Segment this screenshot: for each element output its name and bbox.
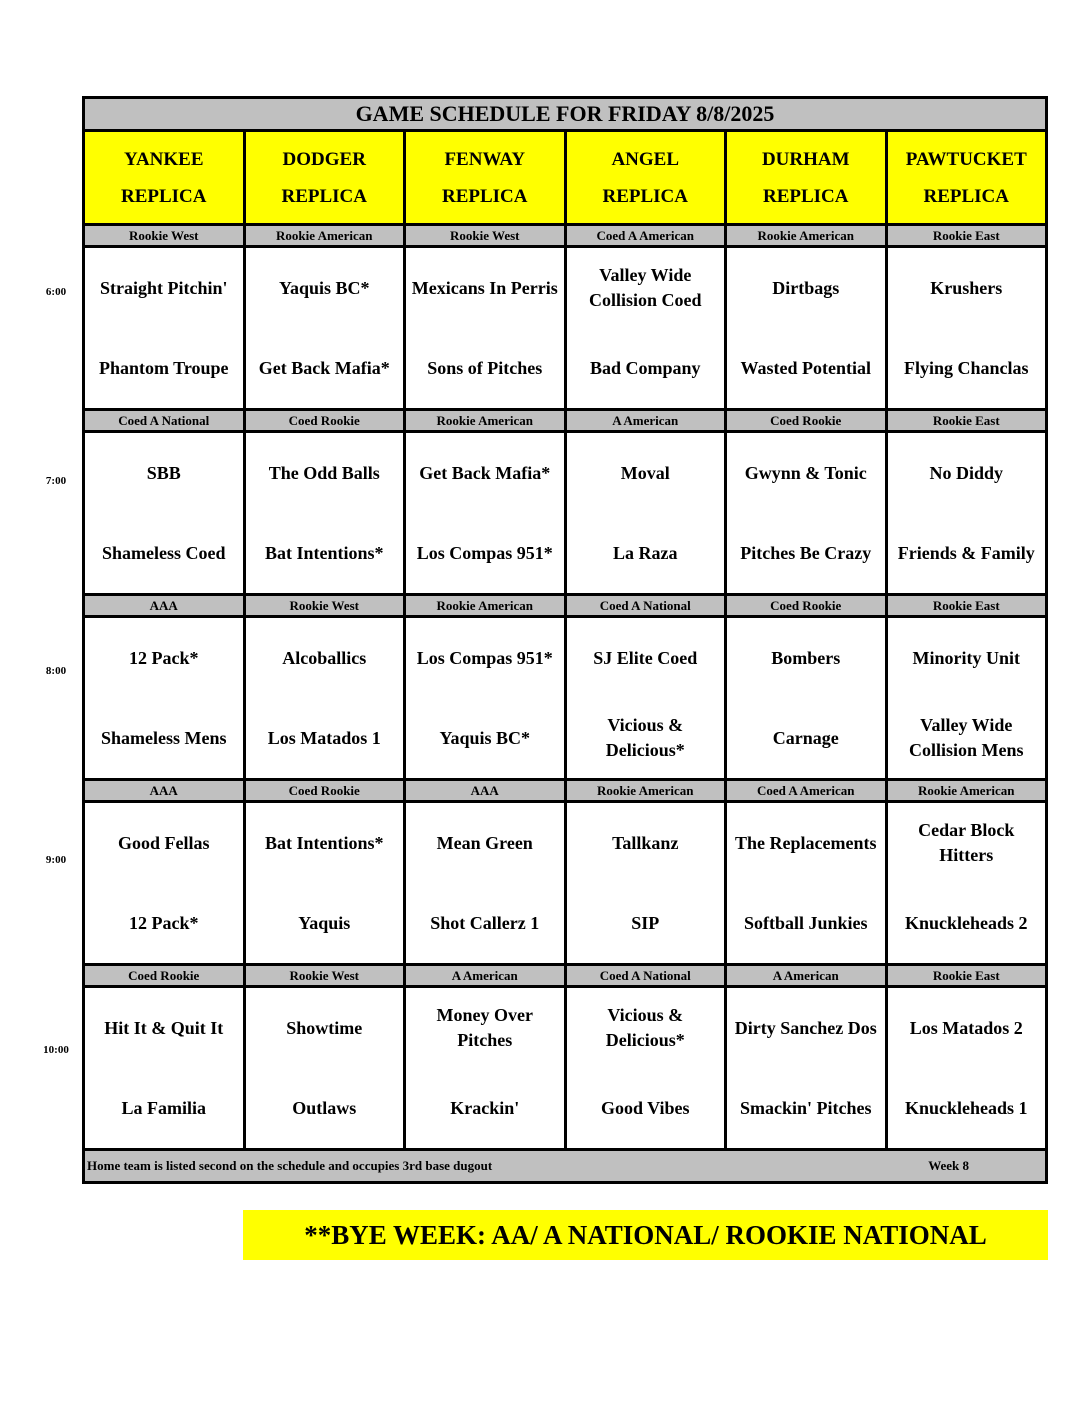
game-cell (726, 432, 887, 595)
division-label: A American (565, 410, 726, 432)
away-team: The Odd Balls (268, 462, 380, 483)
division-label: Rookie American (405, 410, 566, 432)
away-team: No Diddy (929, 462, 1004, 483)
division-label: Rookie American (244, 225, 405, 247)
game-cell (886, 617, 1047, 780)
division-label: Rookie American (886, 780, 1047, 802)
game-cell (565, 432, 726, 595)
home-team: La Raza (613, 542, 678, 563)
division-row (84, 595, 1047, 617)
away-team: The Replacements (735, 832, 877, 853)
home-team: Outlaws (292, 1097, 357, 1118)
title-row (84, 98, 1047, 131)
matchup (406, 803, 564, 963)
home-team: Shot Callerz 1 (430, 912, 540, 933)
away-team: Dirty Sanchez Dos (734, 1017, 877, 1038)
game-cell (405, 432, 566, 595)
matchup (567, 618, 725, 778)
matchup (406, 433, 564, 593)
home-team-note: Home team is listed second on the schedule and occupies 3rd base dugout (87, 1158, 493, 1173)
time-slot-label: 10:00 (43, 1044, 69, 1056)
field-type: REPLICA (441, 185, 528, 207)
away-team: Get Back Mafia* (419, 462, 551, 483)
game-cell (886, 987, 1047, 1150)
field-type: REPLICA (762, 185, 849, 207)
game-cell (84, 987, 245, 1150)
field-name: FENWAY (444, 148, 526, 170)
game-cell (244, 432, 405, 595)
game-cell (726, 617, 887, 780)
game-cell (84, 432, 245, 595)
division-label: Coed Rookie (726, 410, 887, 432)
away-team: Good Fellas (117, 832, 210, 853)
away-team: Dirtbags (772, 277, 840, 298)
away-team: Cedar Block Hitters (918, 820, 1015, 865)
away-team: Yaquis BC* (278, 277, 370, 298)
home-team: Los Matados 1 (267, 727, 381, 748)
matchup (888, 433, 1046, 593)
matchup (888, 618, 1046, 778)
division-label: Coed A National (84, 410, 245, 432)
matchup (567, 248, 725, 408)
matchup (406, 248, 564, 408)
game-cell (565, 617, 726, 780)
home-team: Pitches Be Crazy (740, 542, 872, 563)
division-label: Rookie East (886, 595, 1047, 617)
matchup (727, 618, 885, 778)
away-team: Alcoballics (282, 647, 367, 668)
matchup (406, 618, 564, 778)
division-row (84, 410, 1047, 432)
game-cell (244, 802, 405, 965)
game-cell (405, 617, 566, 780)
division-row (84, 780, 1047, 802)
home-team: Friends & Family (897, 542, 1035, 563)
game-cell (84, 617, 245, 780)
field-header-row (84, 131, 1047, 225)
home-team: Get Back Mafia* (258, 357, 390, 378)
away-team: Minority Unit (912, 647, 1020, 668)
game-cell (244, 617, 405, 780)
game-cell (244, 987, 405, 1150)
division-label: Coed A National (565, 595, 726, 617)
division-label: Coed A National (565, 965, 726, 987)
field-name: DODGER (282, 148, 366, 170)
away-team: 12 Pack* (129, 647, 199, 668)
away-team: Gwynn & Tonic (744, 462, 867, 483)
away-team: Bombers (771, 647, 841, 668)
away-team: SJ Elite Coed (593, 647, 698, 668)
schedule-title: GAME SCHEDULE FOR FRIDAY 8/8/2025 (84, 98, 1047, 131)
games-row (84, 617, 1047, 780)
game-cell (886, 432, 1047, 595)
division-label: A American (405, 965, 566, 987)
away-team: Los Matados 2 (909, 1017, 1023, 1038)
matchup (85, 618, 243, 778)
away-team: Valley Wide Collision Coed (588, 265, 702, 310)
division-label: Rookie West (405, 225, 566, 247)
time-slot-label: 7:00 (45, 475, 67, 487)
time-slot-label: 6:00 (45, 286, 67, 298)
field-header-pawtucket (886, 131, 1047, 225)
field-type: REPLICA (281, 185, 367, 207)
footer-content (85, 1158, 1045, 1174)
game-cell (565, 987, 726, 1150)
week-label: Week 8 (928, 1158, 969, 1173)
away-team: Hit It & Quit It (104, 1017, 224, 1038)
matchup (727, 433, 885, 593)
home-team: Shameless Mens (101, 727, 227, 748)
field-type: REPLICA (120, 185, 207, 207)
home-team: Los Compas 951* (416, 542, 553, 563)
game-cell (886, 802, 1047, 965)
matchup (85, 248, 243, 408)
division-row (84, 225, 1047, 247)
home-team: Phantom Troupe (98, 357, 229, 378)
game-cell (405, 987, 566, 1150)
away-team: Bat Intentions* (264, 832, 384, 853)
away-team: Mexicans In Perris (411, 277, 558, 298)
field-header-dodger (244, 131, 405, 225)
home-team: Smackin' Pitches (739, 1097, 872, 1118)
game-cell (405, 247, 566, 410)
division-label: Rookie American (405, 595, 566, 617)
field-name: YANKEE (123, 148, 204, 170)
away-team: SBB (146, 462, 181, 483)
division-label: Rookie West (244, 595, 405, 617)
games-row (84, 802, 1047, 965)
home-team: Knuckleheads 1 (904, 1097, 1028, 1118)
away-team: Tallkanz (612, 832, 679, 853)
field-header-fenway (405, 131, 566, 225)
field-header-durham (726, 131, 887, 225)
home-team: La Familia (121, 1097, 206, 1118)
division-label: Rookie West (84, 225, 245, 247)
game-cell (84, 802, 245, 965)
away-team: Mean Green (436, 832, 533, 853)
matchup (246, 433, 404, 593)
matchup (246, 803, 404, 963)
home-team: Bad Company (589, 357, 701, 378)
matchup (246, 988, 404, 1148)
matchup (85, 988, 243, 1148)
schedule-table (82, 96, 1048, 1184)
matchup (727, 803, 885, 963)
away-team: Vicious & Delicious* (605, 1005, 685, 1050)
home-team: SIP (631, 912, 660, 933)
game-cell (726, 247, 887, 410)
footer-row (84, 1150, 1047, 1183)
field-type: REPLICA (923, 185, 1009, 207)
matchup (727, 988, 885, 1148)
matchup (246, 248, 404, 408)
matchup (567, 433, 725, 593)
games-row (84, 432, 1047, 595)
division-label: Rookie West (244, 965, 405, 987)
home-team: Yaquis BC* (439, 727, 531, 748)
home-team: Krackin' (450, 1097, 520, 1118)
field-name: PAWTUCKET (905, 148, 1027, 170)
division-label: Coed A American (565, 225, 726, 247)
home-team: Good Vibes (600, 1097, 690, 1118)
division-label: Rookie East (886, 965, 1047, 987)
division-label: Coed Rookie (244, 410, 405, 432)
home-team: 12 Pack* (129, 912, 199, 933)
division-label: Coed Rookie (726, 595, 887, 617)
matchup (246, 618, 404, 778)
away-team: Showtime (286, 1017, 363, 1038)
bye-week-banner: **BYE WEEK: AA/ A NATIONAL/ ROOKIE NATIONAL (243, 1210, 1048, 1260)
game-cell (405, 802, 566, 965)
away-team: Money Over Pitches (436, 1005, 533, 1050)
matchup (567, 803, 725, 963)
footer-cell (84, 1150, 1047, 1183)
away-team: Moval (620, 462, 670, 483)
division-label: AAA (405, 780, 566, 802)
home-team: Flying Chanclas (903, 357, 1029, 378)
field-name: DURHAM (761, 148, 850, 170)
game-cell (565, 802, 726, 965)
division-label: Coed Rookie (244, 780, 405, 802)
home-team: Sons of Pitches (427, 357, 543, 378)
game-cell (565, 247, 726, 410)
matchup (888, 248, 1046, 408)
division-label: A American (726, 965, 887, 987)
matchup (888, 988, 1046, 1148)
matchup (888, 803, 1046, 963)
home-team: Vicious & Delicious* (605, 715, 685, 760)
matchup (85, 433, 243, 593)
matchup (406, 988, 564, 1148)
game-cell (244, 247, 405, 410)
matchup (85, 803, 243, 963)
home-team: Softball Junkies (743, 912, 868, 933)
games-row (84, 247, 1047, 410)
home-team: Wasted Potential (740, 357, 871, 378)
field-name: ANGEL (611, 148, 680, 170)
home-team: Shameless Coed (101, 542, 226, 563)
field-type: REPLICA (602, 185, 688, 207)
division-label: Coed A American (726, 780, 887, 802)
home-team: Yaquis (298, 912, 351, 933)
home-team: Knuckleheads 2 (904, 912, 1028, 933)
game-cell (726, 802, 887, 965)
division-label: Rookie American (726, 225, 887, 247)
division-label: Rookie East (886, 225, 1047, 247)
schedule-sheet (82, 96, 1048, 1184)
field-header-angel (565, 131, 726, 225)
time-slot-label: 9:00 (45, 854, 67, 866)
division-label: Rookie American (565, 780, 726, 802)
home-team: Valley Wide Collision Mens (908, 715, 1024, 760)
games-row (84, 987, 1047, 1150)
matchup (567, 988, 725, 1148)
home-team: Bat Intentions* (264, 542, 384, 563)
time-slot-label: 8:00 (45, 665, 67, 677)
home-team: Carnage (772, 727, 839, 748)
game-cell (886, 247, 1047, 410)
division-label: Coed Rookie (84, 965, 245, 987)
away-team: Los Compas 951* (416, 647, 553, 668)
game-cell (726, 987, 887, 1150)
division-label: AAA (84, 595, 245, 617)
division-label: Rookie East (886, 410, 1047, 432)
field-header-yankee (84, 131, 245, 225)
away-team: Krushers (930, 277, 1003, 298)
away-team: Straight Pitchin' (99, 277, 228, 298)
division-row (84, 965, 1047, 987)
division-label: AAA (84, 780, 245, 802)
matchup (727, 248, 885, 408)
game-cell (84, 247, 245, 410)
